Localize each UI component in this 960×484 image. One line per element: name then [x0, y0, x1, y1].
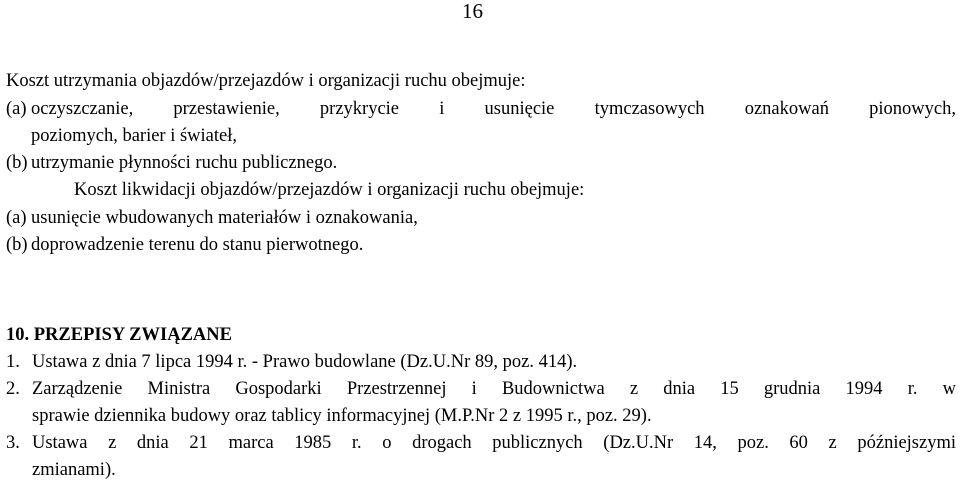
regulation-1-text: Ustawa z dnia 7 lipca 1994 r. - Prawo budowlane (Dz.U.Nr 89, poz. 414). [32, 352, 578, 372]
regulation-3-line2: zmianami). [32, 460, 116, 480]
regulation-item-3-number-row [6, 430, 32, 456]
liquidation-item-a [6, 205, 418, 231]
liquidation-item-a-text: usunięcie wbudowanych materiałów i oznakowania, [31, 208, 418, 228]
liquidation-item-b-text: doprowadzenie terenu do stanu pierwotnego. [31, 235, 364, 255]
maintenance-item-b-text: utrzymanie płynności ruchu publicznego. [31, 153, 338, 173]
page-number: 16 [462, 0, 483, 23]
regulation-1-number: 1. [6, 352, 20, 372]
maintenance-item-a-line1: oczyszczanie, przestawienie, przykrycie i usunięcie tymczasowych oznakowań pionowych, [31, 99, 956, 119]
regulation-3-number: 3. [6, 433, 20, 453]
maintenance-intro: Koszt utrzymania objazdów/przejazdów i organizacji ruchu obejmuje: [6, 71, 526, 91]
regulation-item-1 [6, 349, 577, 375]
section-heading: 10. PRZEPISY ZWIĄZANE [6, 325, 232, 345]
regulation-2-number: 2. [6, 379, 20, 399]
liquidation-item-b-label: (b) [6, 235, 28, 255]
liquidation-intro: Koszt likwidacji objazdów/przejazdów i organizacji ruchu obejmuje: [74, 180, 585, 200]
regulation-2-line1: Zarządzenie Ministra Gospodarki Przestrzennej i Budownictwa z dnia 15 grudnia 1994 r. w [32, 379, 956, 399]
maintenance-item-b [6, 150, 337, 176]
maintenance-item-a-line2: poziomych, barier i świateł, [31, 126, 238, 146]
regulation-item-2-number-row [6, 376, 32, 402]
maintenance-item-b-label: (b) [6, 153, 28, 173]
liquidation-item-b [6, 232, 363, 258]
maintenance-item-a-label: (a) [6, 99, 27, 119]
regulation-3-line1: Ustawa z dnia 21 marca 1985 r. o drogach publicznych (Dz.U.Nr 14, poz. 60 z późniejszymi [32, 433, 956, 453]
liquidation-item-a-label: (a) [6, 208, 27, 228]
regulation-2-line2: sprawie dziennika budowy oraz tablicy informacyjnej (M.P.Nr 2 z 1995 r., poz. 29). [32, 406, 652, 426]
